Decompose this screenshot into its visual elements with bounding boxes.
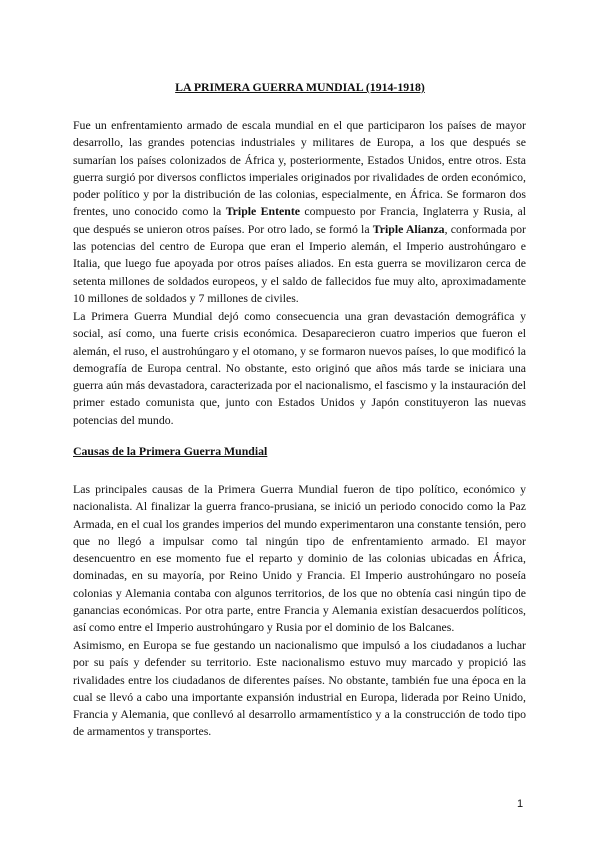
- section-heading-causes: Causas de la Primera Guerra Mundial: [73, 444, 268, 458]
- paragraph-intro-text-3: , conformada por las potencias del centro de Europa que eran el Imperio alemán, el Imperio austrohúngaro e Italia, que luego fue apoyada por otros países aliados. En esta guerra se movilizaron cerca de setenta millones de soldados europeos, y el saldo de fallecidos fue muy alto, aproximadamente 10 millones de soldados y 7 millones de civiles.: [73, 221, 526, 305]
- paragraph-intro: [73, 117, 526, 307]
- paragraph-nationalism: Asimismo, en Europa se fue gestando un nacionalismo que impulsó a los ciudadanos a luchar por su país y defender su territorio. Este nacionalismo estuvo muy marcado y propició las rivalidades entre los ciudadanos de diferentes países. No obstante, también fue una época en la cual se llevó a cabo una importante expansión industrial en Europa, liderada por Reino Unido, Francia y Alemania, que conllevó al desarrollo armamentístico y a la construcción de todo tipo de armamentos y transportes.: [73, 638, 526, 739]
- triple-entente-term: Triple Entente: [225, 204, 300, 219]
- paragraph-causes: Las principales causas de la Primera Guerra Mundial fueron de tipo político, económico y nacionalista. Al finalizar la guerra franco-prusiana, se inició un periodo conocido como la Paz Armada, en el cual los grandes imperios del mundo experimentaron una constante tensión, pero que no llegó a impulsar como tal ningún tipo de enfrentamiento armado. El mayor desencuentro en ese momento fue el reparto y dominio de las colonias ubicadas en África, dominadas, en su mayoría, por Reino Unido y Francia. El Imperio austrohúngaro no poseía colonias y Alemania contaba con algunos territorios, de los que no obtenía casi ningún tipo de ganancias económicas. Por otra parte, entre Francia y Alemania existían desacuerdos políticos, así como entre el Imperio austrohúngaro y Rusia por el dominio de los Balcanes.: [73, 482, 526, 635]
- page-title: LA PRIMERA GUERRA MUNDIAL (1914-1918): [175, 80, 425, 94]
- paragraph-consequences: La Primera Guerra Mundial dejó como consecuencia una gran devastación demográfica y social, así como, una fuerte crisis económica. Desaparecieron cuatro imperios que fueron el alemán, el ruso, el austrohúngaro y el otomano, y se formaron nuevos países, lo que modificó la demografía de Europa central. No obstante, esto originó que años más tarde se iniciara una guerra aún más devastadora, caracterizada por el nacionalismo, el fascismo y la instauración del primer estado comunista que, junto con Estados Unidos y Japón constituyeron las nuevas potencias del mundo.: [73, 309, 526, 427]
- triple-alianza-term: Triple Alianza: [372, 221, 445, 236]
- page-number: 1: [517, 798, 524, 810]
- paragraph-intro-text-2: compuesto por Francia, Inglaterra y Rusia, al que después se unieron otros países. Por otro lado, se formó la: [73, 204, 526, 236]
- paragraph-intro-text-1: Fue un enfrentamiento armado de escala mundial en el que participaron los países de mayor desarrollo, las grandes potencias industriales y militares de Europa, a los que después se sumarían los países colonizados de África y, posteriormente, Estados Unidos, entre otros. Esta guerra surgió por diversos conflictos imperiales originados por rivalidades de orden económico, poder político y por la distribución de las colonias, especialmente, en África. Se formaron dos frentes, uno conocido como la: [73, 118, 526, 219]
